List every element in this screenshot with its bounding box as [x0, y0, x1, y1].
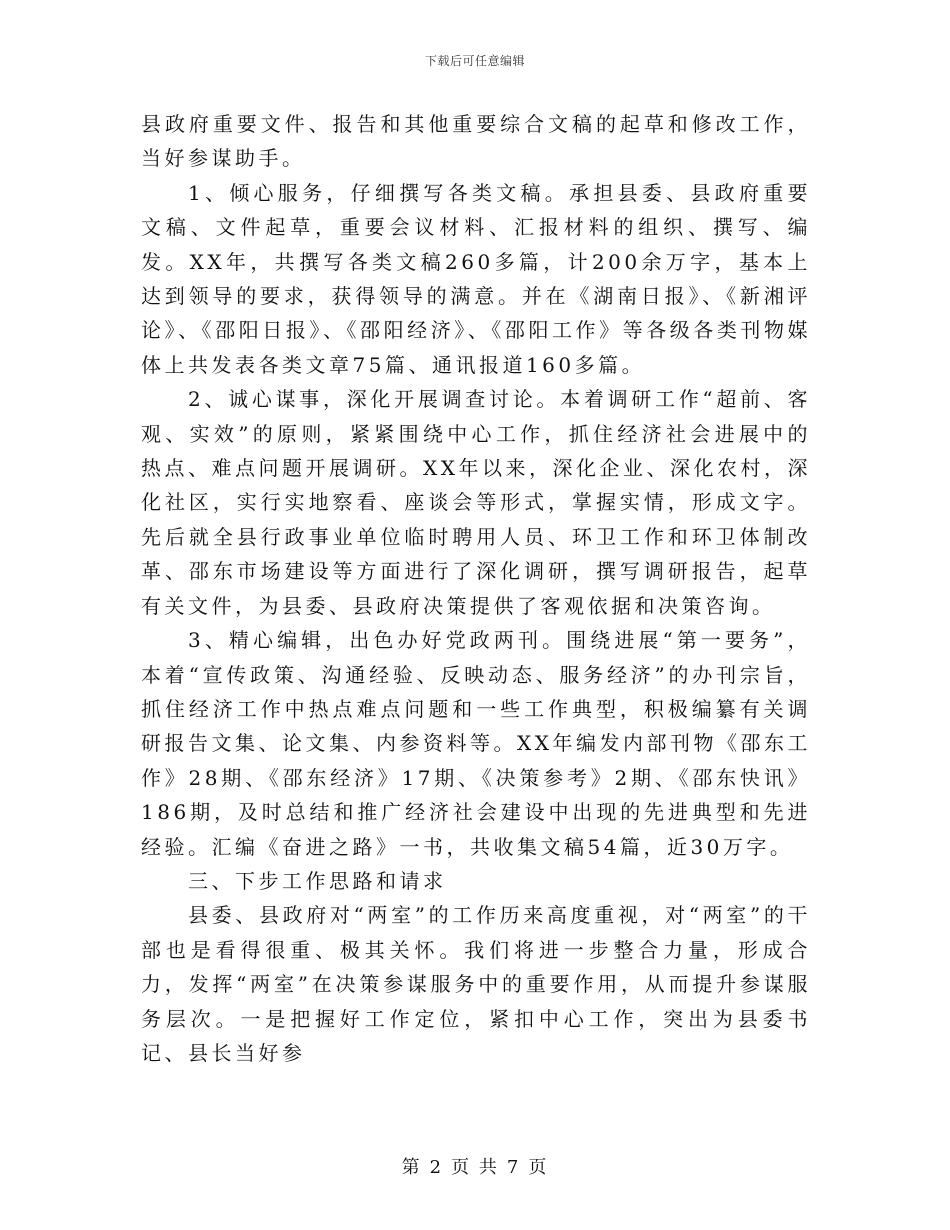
footer-prefix: 第 — [401, 1157, 422, 1178]
footer-page-number: 2 — [429, 1157, 444, 1178]
paragraph-section-3-body: 县委、县政府对“两室”的工作历来高度重视，对“两室”的干部也是看得很重、极其关怀。我们将进一步整合力量，形成合力，发挥“两室”在决策参谋服务中的重要作用，从而提升参谋服务层次。一是把握好工作定位，紧扣中心工作，突出为县委书记、县长当好参 — [141, 903, 811, 1065]
paragraph-continuation: 县政府重要文件、报告和其他重要综合文稿的起草和修改工作，当好参谋助手。 — [141, 112, 811, 171]
paragraph-item-3: 3、精心编辑，出色办好党政两刊。围绕进展“第一要务”，本着“宣传政策、沟通经验、反映动态、服务经济”的办刊宗旨，抓住经济工作中热点难点问题和一些工作典型，积极编纂有关调研报告文集、论文集、内参资料等。XX年编发内部刊物《邵东工作》28期、《邵东经济》17期、《决策参考》2期、《邵东快讯》186期，及时总结和推广经济社会建设中出现的先进典型和先进经验。汇编《奋进之路》一书，共收集文稿54篇，近30万字。 — [141, 628, 811, 859]
footer-suffix: 页 — [528, 1157, 549, 1178]
document-body — [141, 107, 811, 1070]
footer-middle: 页 共 — [451, 1157, 499, 1178]
page-footer — [0, 1153, 950, 1179]
section-heading: 三、下步工作思路和请求 — [188, 868, 447, 893]
page-header-note: 下载后可任意编辑 — [424, 54, 525, 68]
paragraph-item-2: 2、诚心谋事，深化开展调查讨论。本着调研工作“超前、客观、实效”的原则，紧紧围绕中心工作，抓住经济社会进展中的热点、难点问题开展调研。XX年以来，深化企业、深化农村，深化社区，实行实地察看、座谈会等形式，掌握实情，形成文字。先后就全县行政事业单位临时聘用人员、环卫工作和环卫体制改革、邵东市场建设等方面进行了深化调研，撰写调研报告，起草有关文件，为县委、县政府决策提供了客观依据和决策咨询。 — [141, 387, 811, 618]
footer-total-pages: 7 — [506, 1157, 521, 1178]
paragraph-item-1: 1、倾心服务，仔细撰写各类文稿。承担县委、县政府重要文稿、文件起草，重要会议材料、汇报材料的组织、撰写、编发。XX年，共撰写各类文稿260多篇，计200余万字，基本上达到领导的要求，获得领导的满意。并在《湖南日报》、《新湘评论》、《邵阳日报》、《邵阳经济》、《邵阳工作》等各级各类刊物媒体上共发表各类文章75篇、通讯报道160多篇。 — [141, 180, 811, 377]
